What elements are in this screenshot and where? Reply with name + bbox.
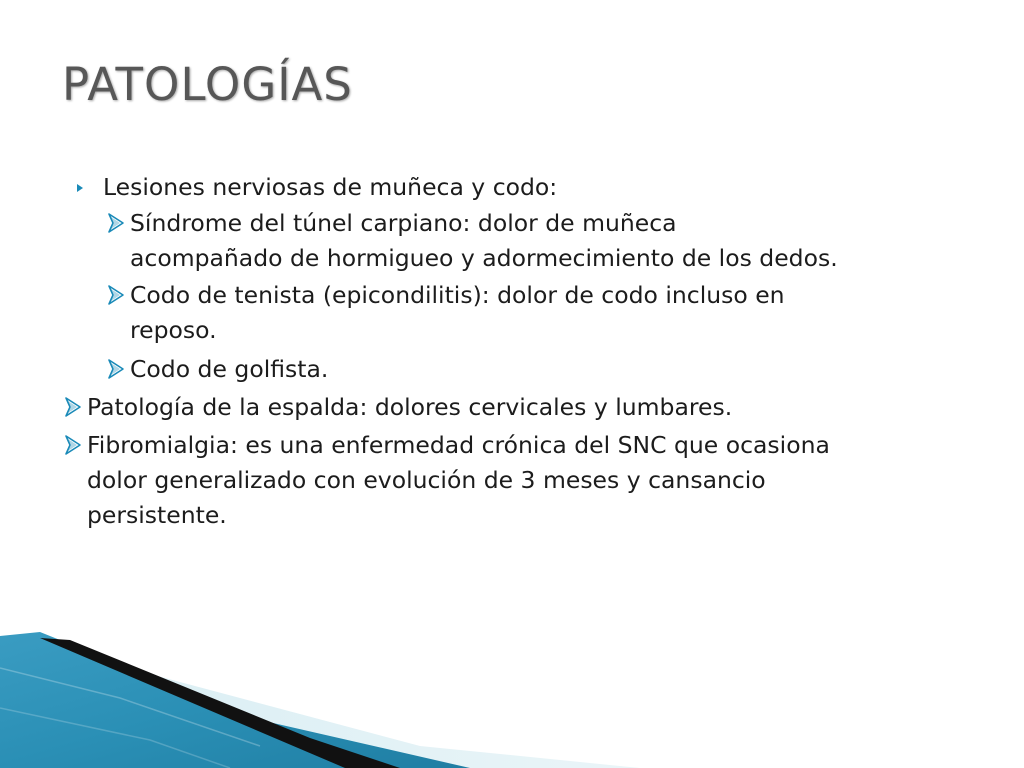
list-item [130,352,328,387]
arrowhead-bullet-icon [63,396,85,418]
list-item [130,206,838,276]
list-item [130,278,785,348]
list-item-text: persistente. [87,501,227,529]
list-item-text: reposo. [130,316,217,344]
list-item-text: Codo de golfista. [130,355,329,383]
list-item-text: acompañado de hormigueo y adormecimiento de los dedos. [130,244,838,272]
list-item-text: Codo de tenista (epicondilitis): dolor de codo incluso en [130,281,785,309]
list-item [103,170,557,205]
list-item [87,390,732,425]
list-item-text: Lesiones nerviosas de muñeca y codo: [103,173,558,201]
list-item [87,428,830,533]
list-item-text: Síndrome del túnel carpiano: dolor de muñeca [130,209,677,237]
triangle-bullet-icon [77,184,83,192]
arrowhead-bullet-icon [63,434,85,456]
list-item-text: dolor generalizado con evolución de 3 meses y cansancio [87,466,766,494]
decorative-swoosh [0,628,1024,768]
arrowhead-bullet-icon [106,212,128,234]
slide-title: PATOLOGÍAS [62,58,353,111]
list-item-text: Fibromialgia: es una enfermedad crónica del SNC que ocasiona [87,431,830,459]
list-item-text: Patología de la espalda: dolores cervicales y lumbares. [87,393,733,421]
arrowhead-bullet-icon [106,358,128,380]
arrowhead-bullet-icon [106,284,128,306]
